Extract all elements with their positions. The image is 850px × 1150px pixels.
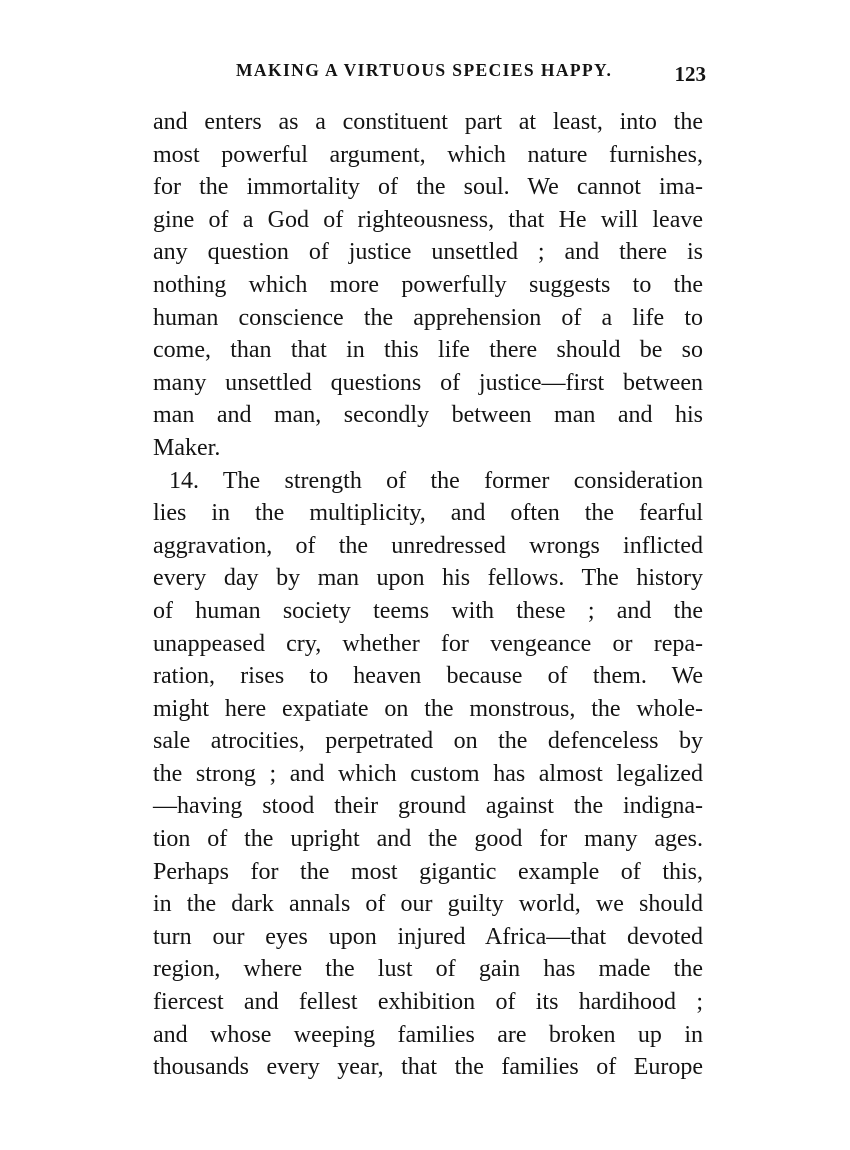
- text-line: thousands every year, that the families of Europe: [153, 1054, 703, 1081]
- text-line: aggravation, of the unredressed wrongs inflicted: [153, 532, 703, 559]
- text-line: turn our eyes upon injured Africa—that devoted: [153, 923, 703, 950]
- text-line: gine of a God of righteousness, that He will leave: [153, 206, 703, 233]
- text-line: human conscience the apprehension of a life to: [153, 304, 703, 331]
- text-line: any question of justice unsettled ; and there is: [153, 239, 703, 266]
- body-text: [153, 106, 703, 1084]
- text-line: the strong ; and which custom has almost legalized: [153, 760, 703, 787]
- text-line: ration, rises to heaven because of them. We: [153, 663, 703, 690]
- text-line: man and man, secondly between man and his: [153, 402, 703, 429]
- text-line: lies in the multiplicity, and often the fearful: [153, 500, 703, 527]
- paragraph-end-line: Maker.: [153, 434, 221, 461]
- text-line: nothing which more powerfully suggests to the: [153, 271, 703, 298]
- text-line: region, where the lust of gain has made the: [153, 956, 703, 983]
- text-line: might here expatiate on the monstrous, the whole-: [153, 695, 703, 722]
- text-line: most powerful argument, which nature furnishes,: [153, 141, 703, 168]
- text-line: many unsettled questions of justice—first between: [153, 369, 703, 396]
- text-line: come, than that in this life there should be so: [153, 337, 703, 364]
- text-line: for the immortality of the soul. We cannot ima-: [153, 174, 703, 201]
- section-14-first-line: 14. The strength of the former consideration: [169, 467, 703, 494]
- text-line: and whose weeping families are broken up in: [153, 1021, 703, 1048]
- text-line: —having stood their ground against the indigna-: [153, 793, 703, 820]
- running-title: MAKING A VIRTUOUS SPECIES HAPPY.: [236, 60, 613, 80]
- text-line: fiercest and fellest exhibition of its hardihood ;: [153, 989, 703, 1016]
- text-line: sale atrocities, perpetrated on the defenceless by: [153, 728, 703, 755]
- text-line: of human society teems with these ; and the: [153, 597, 703, 624]
- text-line: Perhaps for the most gigantic example of this,: [153, 858, 703, 885]
- text-line: and enters as a constituent part at least, into the: [153, 109, 703, 135]
- text-line: tion of the upright and the good for many ages.: [153, 826, 703, 853]
- text-line: every day by man upon his fellows. The history: [153, 565, 703, 592]
- running-header: [150, 58, 710, 92]
- text-line: in the dark annals of our guilty world, we should: [153, 891, 703, 918]
- text-line: unappeased cry, whether for vengeance or repa-: [153, 630, 703, 657]
- page-number: 123: [674, 62, 706, 86]
